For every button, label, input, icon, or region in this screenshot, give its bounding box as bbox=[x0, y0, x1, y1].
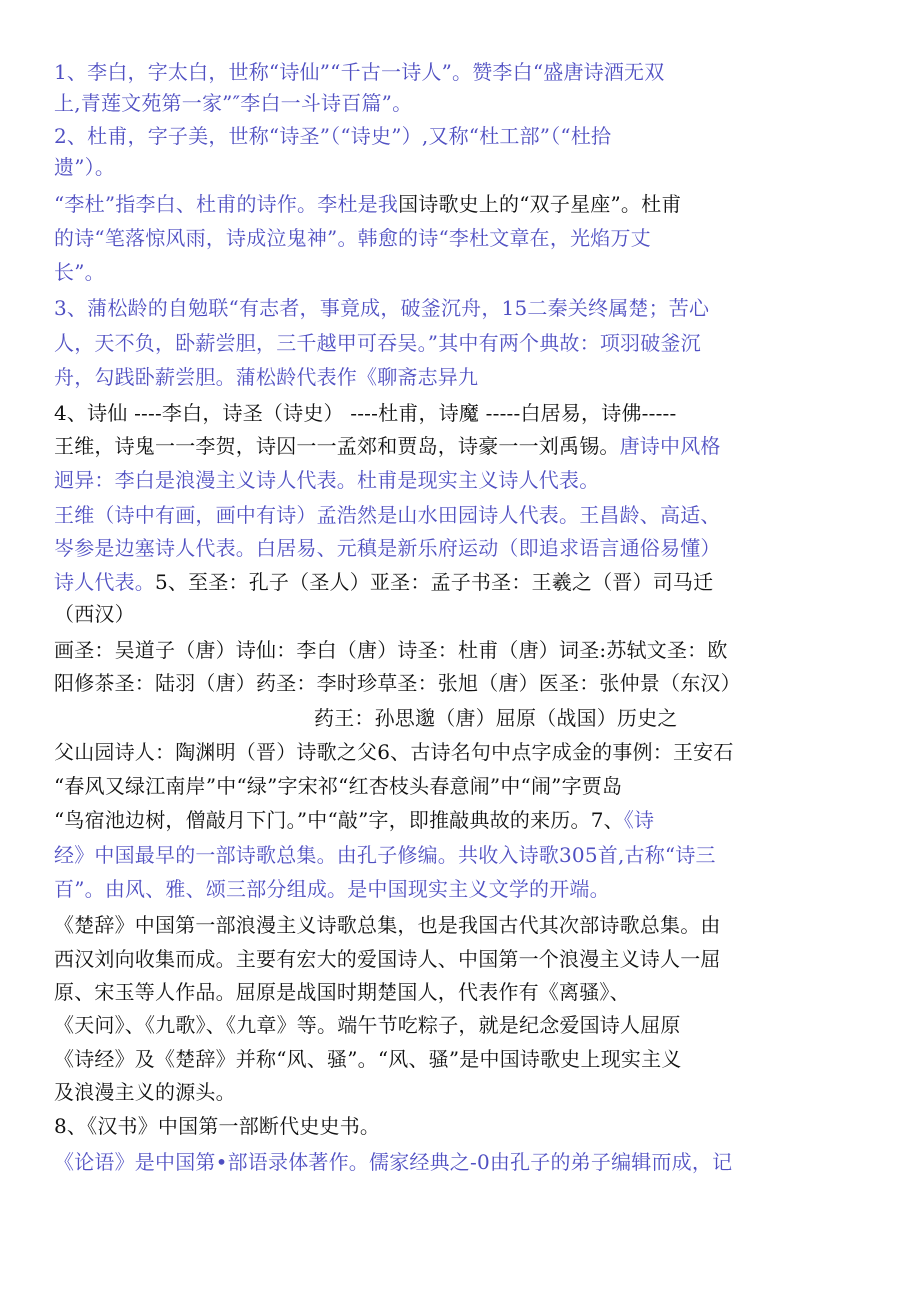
text-segment: 岑参是边塞诗人代表。白居易、元稹是新乐府运动（即追求语言通俗易懂） bbox=[54, 536, 721, 560]
text-line bbox=[54, 1147, 732, 1177]
text-segment: “李杜”指李白、杜甫的诗作。李杜是我 bbox=[54, 192, 399, 216]
text-line bbox=[54, 362, 478, 392]
text-line bbox=[54, 465, 599, 495]
text-segment: 《诗 bbox=[623, 808, 655, 832]
text-segment: 阳修茶圣：陆羽（唐）药圣：李时珍草圣：张旭（唐）医圣：张仲景（东汉） bbox=[54, 671, 741, 695]
text-line bbox=[54, 910, 721, 940]
text-segment: 3、蒲松龄的自勉联“有志者，事竟成，破釜沉舟，15二秦关终属楚；苦心 bbox=[54, 296, 710, 320]
text-segment: 西汉刘向收集而成。主要有宏大的爱国诗人、中国第一个浪漫主义诗人一屈 bbox=[54, 947, 721, 971]
text-segment: 8、《汉书》中国第一部断代史史书。 bbox=[54, 1114, 381, 1138]
text-line bbox=[54, 944, 721, 974]
text-segment: 舟，勾践卧薪尝胆。蒲松龄代表作《聊斋志异九 bbox=[54, 365, 479, 389]
text-line bbox=[54, 88, 412, 118]
text-line bbox=[54, 1077, 236, 1107]
text-line bbox=[54, 328, 701, 358]
text-line bbox=[54, 431, 721, 461]
text-line bbox=[54, 771, 622, 801]
text-line bbox=[54, 257, 105, 287]
text-segment: 1、李白，字太白，世称“诗仙”“千古一诗人”。赞李白“盛唐诗酒无双 bbox=[54, 60, 665, 84]
text-line bbox=[314, 703, 678, 733]
text-line bbox=[54, 57, 664, 87]
text-segment: 王维（诗中有画，画中有诗）孟浩然是山水田园诗人代表。王昌龄、高适、 bbox=[54, 503, 721, 527]
text-segment: 《诗经》及《楚辞》并称“风、骚”。“风、骚”是中国诗歌史上现实主义 bbox=[54, 1047, 682, 1071]
text-line bbox=[54, 737, 734, 767]
text-segment: 及浪漫主义的源头。 bbox=[54, 1080, 236, 1104]
text-segment: 的诗“笔落惊风雨，诗成泣鬼神”。韩愈的诗“李杜文章在，光焰万丈 bbox=[54, 226, 651, 250]
text-segment: 原、宋玉等人作品。屈原是战国时期楚国人，代表作有《离骚》、 bbox=[54, 980, 630, 1004]
text-segment: 长”。 bbox=[54, 260, 105, 284]
text-segment: 王维，诗鬼一一李贺，诗囚一一孟郊和贾岛，诗豪一一刘禹锡。 bbox=[54, 434, 620, 458]
text-line bbox=[54, 668, 741, 698]
text-line bbox=[54, 567, 713, 597]
text-line bbox=[54, 223, 651, 253]
text-line bbox=[54, 977, 630, 1007]
text-segment: 遗”）。 bbox=[54, 155, 116, 179]
text-line bbox=[54, 293, 709, 323]
text-line bbox=[54, 1111, 380, 1141]
text-segment: 百”。由风、雅、颂三部分组成。是中国现实主义文学的开端。 bbox=[54, 877, 610, 901]
text-line bbox=[54, 635, 728, 665]
text-segment: 迥异：李白是浪漫主义诗人代表。杜甫是现实主义诗人代表。 bbox=[54, 468, 600, 492]
text-line bbox=[54, 840, 716, 870]
text-segment: 2、杜甫，字子美，世称“诗圣”（“诗史”）,又称“杜工部”（“杜拾 bbox=[54, 124, 612, 148]
text-segment: 《论语》是中国第•部语录体著作。儒家经典之-0由孔子的弟子编辑而成，记 bbox=[54, 1150, 733, 1174]
text-line bbox=[54, 599, 135, 629]
text-segment: 经》中国最早的一部诗歌总集。由孔子修编。共收入诗歌305首,古称“诗三 bbox=[54, 843, 716, 867]
text-segment: 5、至圣：孔子（圣人）亚圣：孟子书圣：王羲之（晋）司马迁 bbox=[155, 570, 714, 594]
text-line bbox=[54, 398, 676, 428]
text-segment: “鸟宿池边树，僧敲月下门。”中“敲”字，即推敲典故的来历。7、 bbox=[54, 808, 624, 832]
text-segment: （西汉） bbox=[54, 602, 135, 626]
text-segment: “春风又绿江南岸”中“绿”字宋祁“红杏枝头春意闹”中“闹”字贾岛 bbox=[54, 774, 623, 798]
text-line bbox=[54, 533, 721, 563]
text-segment: 唐诗中风格 bbox=[619, 434, 721, 458]
text-segment: 画圣：吴道子（唐）诗仙：李白（唐）诗圣：杜甫（唐）词圣:苏轼文圣：欧 bbox=[54, 638, 728, 662]
text-line bbox=[54, 1010, 681, 1040]
text-line bbox=[54, 1044, 682, 1074]
text-line bbox=[54, 152, 115, 182]
text-segment: 4、诗仙 ----李白，诗圣（诗史） ----杜甫，诗魔 -----白居易，诗佛----- bbox=[54, 401, 677, 425]
text-line bbox=[54, 874, 610, 904]
text-line bbox=[54, 500, 721, 530]
text-segment: 父山园诗人：陶渊明（晋）诗歌之父6、古诗名句中点字成金的事例：王安石 bbox=[54, 740, 734, 764]
text-line bbox=[54, 121, 611, 151]
text-segment: 诗人代表。 bbox=[54, 570, 155, 594]
text-segment: 药王：孙思邈（唐）屈原（战国）历史之 bbox=[314, 706, 678, 730]
text-segment: 上,青莲文苑第一家”″李白一斗诗百篇”。 bbox=[54, 91, 413, 115]
text-line bbox=[54, 189, 682, 219]
text-segment: 国诗歌史上的“双子星座”。杜甫 bbox=[398, 192, 682, 216]
text-segment: 《天问》、《九歌》、《九章》等。端午节吃粽子，就是纪念爱国诗人屈原 bbox=[54, 1013, 681, 1037]
text-segment: 《楚辞》中国第一部浪漫主义诗歌总集，也是我国古代其次部诗歌总集。由 bbox=[54, 913, 721, 937]
text-line bbox=[54, 805, 654, 835]
text-segment: 人，天不负，卧薪尝胆，三千越甲可吞吴。”其中有两个典故：项羽破釜沉 bbox=[54, 331, 701, 355]
